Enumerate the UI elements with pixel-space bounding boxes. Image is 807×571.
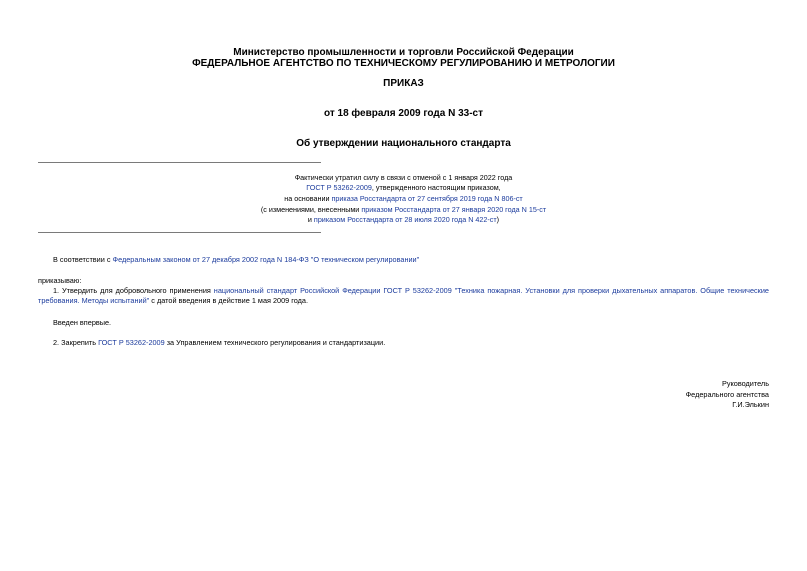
status-note-line3: на основании приказа Росстандарта от 27 сентября 2019 года N 806-ст [284, 194, 523, 203]
signature-role: Руководитель [721, 379, 769, 388]
document-type: ПРИКАЗ [383, 78, 424, 89]
document-date-number: от 18 февраля 2009 года N 33-ст [323, 108, 484, 119]
document-title: Об утверждении национального стандарта [296, 138, 511, 149]
national-standard-link[interactable]: национальный стандарт Российской Федерации ГОСТ Р 53262-2009 "Техника пожарная. Установки для проверки дыхательных аппаратов. Общие технические требования. Методы испытаний" [38, 286, 769, 305]
order-word: приказываю: [38, 276, 82, 285]
gost-link[interactable]: ГОСТ Р 53262-2009 [306, 183, 372, 192]
separator-bottom [38, 232, 321, 233]
basis-paragraph: В соответствии с Федеральным законом от 27 декабря 2002 года N 184-ФЗ "О техническом регулировании" [53, 255, 420, 264]
signature-name: Г.И.Элькин [732, 400, 769, 409]
order-806-link[interactable]: приказа Росстандарта от 27 сентября 2019 года N 806-ст [331, 194, 523, 203]
item2-paragraph: 2. Закрепить ГОСТ Р 53262-2009 за Управлением технического регулирования и стандартизации. [53, 338, 386, 347]
order-422-link[interactable]: приказом Росстандарта от 28 июля 2020 года N 422-ст [313, 215, 497, 224]
status-note-line5: и приказом Росстандарта от 28 июля 2020 года N 422-ст) [307, 215, 500, 224]
introduced-note: Введен впервые. [53, 318, 112, 327]
federal-law-link[interactable]: Федеральным законом от 27 декабря 2002 года N 184-ФЗ "О техническом регулировании" [112, 255, 420, 264]
item1-paragraph: 1. Утвердить для добровольного применения национальный стандарт Российской Федерации ГОСТ Р 53262-2009 "Техника пожарная. Установки для проверки дыхательных аппаратов. Общие технические требования. Методы испытаний" с датой введения в действие 1 мая 2009 года. [38, 286, 769, 305]
separator-top [38, 162, 321, 163]
status-note-line2: ГОСТ Р 53262-2009, утвержденного настоящим приказом, [306, 183, 501, 192]
signature-agency: Федерального агентства [685, 390, 769, 399]
gost-link-2[interactable]: ГОСТ Р 53262-2009 [98, 338, 165, 347]
order-15-link[interactable]: приказом Росстандарта от 27 января 2020 года N 15-ст [361, 205, 547, 214]
status-note-line1: Фактически утратил силу в связи с отменой с 1 января 2022 года [294, 173, 513, 182]
status-note-line4: (с изменениями, внесенными приказом Росстандарта от 27 января 2020 года N 15-ст [260, 205, 547, 214]
agency-name: ФЕДЕРАЛЬНОЕ АГЕНТСТВО ПО ТЕХНИЧЕСКОМУ РЕГУЛИРОВАНИЮ И МЕТРОЛОГИИ [192, 58, 615, 69]
ministry-name: Министерство промышленности и торговли Российской Федерации [233, 47, 574, 58]
